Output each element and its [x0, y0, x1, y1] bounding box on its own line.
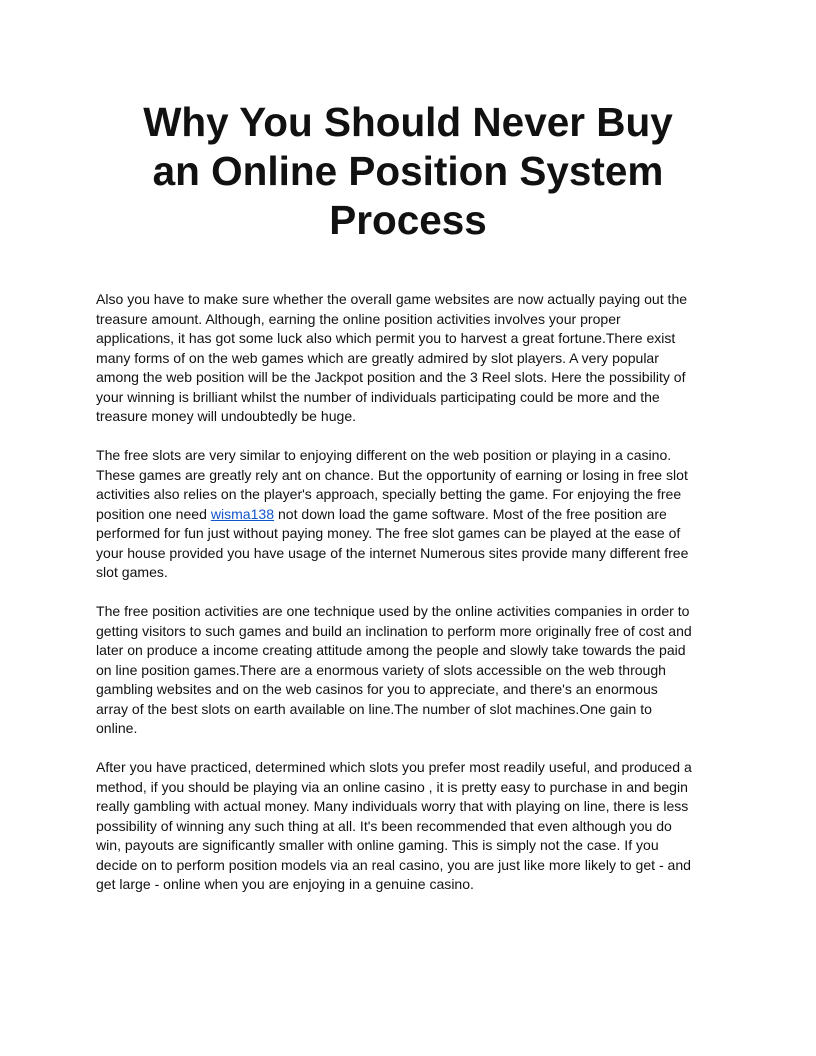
text-line: array of the best slots on earth available on line.The number of slot machines.One gain to	[96, 700, 652, 717]
text-line: really gambling with actual money. Many individuals worry that with playing on line, there is less	[96, 798, 689, 814]
text-line: The free position activities are one technique used by the online activities companies in order to	[96, 603, 690, 619]
text-line: treasure amount. Although, earning the online position activities involves your proper	[96, 310, 621, 327]
text-line: These games are greatly rely ant on chance. But the opportunity of earning or losing in free slot	[96, 466, 688, 483]
text-line: decide on to perform position models via an real casino, you are just like more likely to get - and	[96, 856, 691, 873]
text-line: get large - online when you are enjoying in a genuine casino.	[96, 876, 474, 892]
link-line-before: position one need	[96, 505, 211, 522]
text-line: slot games.	[96, 564, 168, 580]
text-line: gambling websites and on the web casinos for you to appreciate, and there's an enormous	[96, 681, 658, 697]
text-line: among the web position will be the Jackpot position and the 3 Reel slots. Here the possibility of	[96, 369, 686, 385]
text-line: win, payouts are significantly smaller with online gaming. This is simply not the case. If you	[96, 837, 659, 853]
text-line-with-link	[96, 505, 726, 525]
text-line: Also you have to make sure whether the overall game websites are now actually paying out the	[96, 291, 688, 307]
text-line: activities also relies on the player's approach, specially betting the game. For enjoying the free	[96, 486, 682, 502]
text-line: on line position games.There are a enormous variety of slots accessible on the web through	[96, 661, 666, 678]
text-line: After you have practiced, determined which slots you prefer most readily useful, and produced a	[96, 759, 692, 775]
text-line: later on produce a income creating attitude among the people and slowly take towards the paid	[96, 642, 686, 658]
text-line: performed for fun just without paying money. The free slot games can be played at the ease of	[96, 525, 681, 541]
text-line: your house provided you have usage of the internet Numerous sites provide many different free	[96, 544, 689, 561]
text-line: The free slots are very similar to enjoying different on the web position or playing in a casino.	[96, 447, 672, 463]
text-line: possibility of winning any such thing at all. It's been recommended that even although you do	[96, 817, 672, 834]
text-line: your winning is brilliant whilst the number of individuals participating could be more and the	[96, 388, 660, 405]
title-line-2: an Online Position System	[152, 148, 664, 194]
title-line-1: Why You Should Never Buy	[143, 99, 673, 145]
link-line-after: not down load the game software. Most of the free position are	[274, 505, 667, 522]
paragraph-2	[96, 446, 726, 583]
text-line: getting visitors to such games and build an inclination to perform more originally free of cost and	[96, 622, 692, 639]
page-title	[96, 98, 720, 245]
paragraph-1	[96, 290, 726, 427]
paragraph-3	[96, 602, 726, 739]
article-body	[96, 290, 726, 914]
text-line: treasure money will undoubtedly be huge.	[96, 408, 357, 424]
text-line: many forms of on the web games which are greatly admired by slot players. A very popular	[96, 349, 659, 366]
paragraph-4	[96, 758, 726, 895]
wisma138-link[interactable]: wisma138	[210, 505, 275, 522]
text-line: online.	[96, 720, 138, 736]
text-line: method, if you should be playing via an online casino , it is pretty easy to purchase in and begin	[96, 778, 688, 795]
text-line: applications, it has got some luck also which permit you to harvest a great fortune.There exist	[96, 330, 676, 346]
title-line-3: Process	[329, 197, 487, 243]
